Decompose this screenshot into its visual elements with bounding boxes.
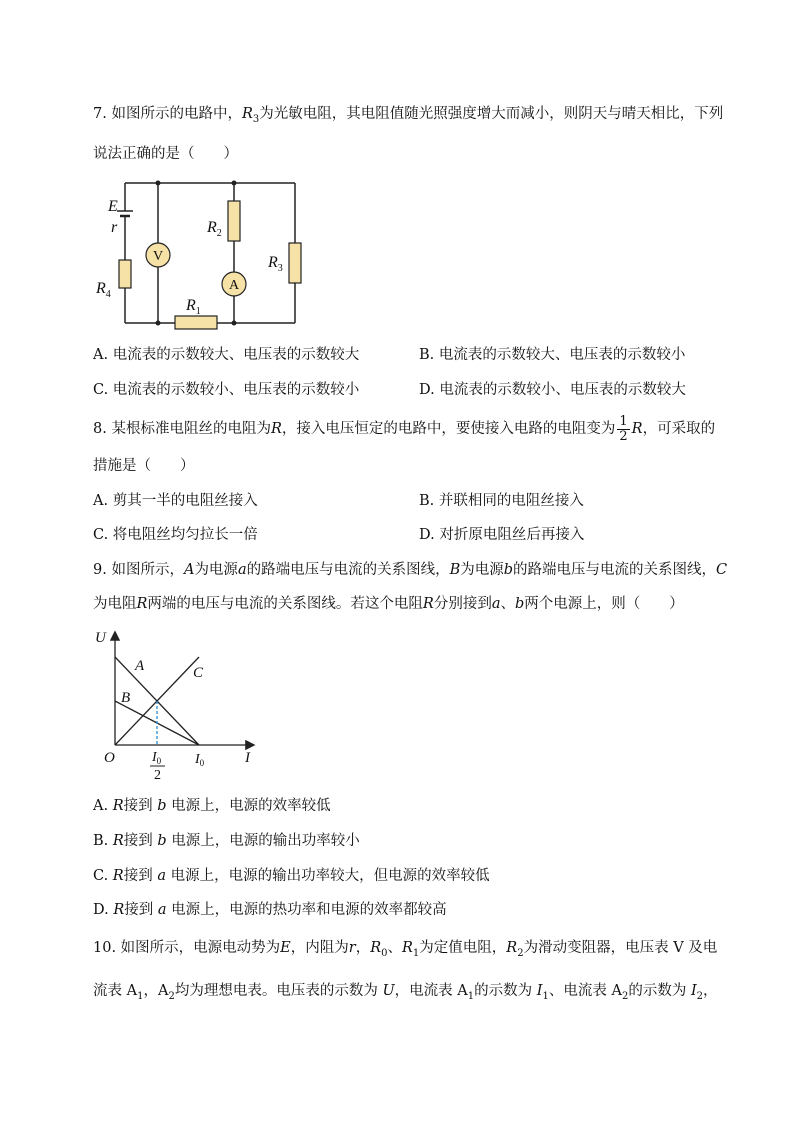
line-a-label: A <box>135 658 145 674</box>
q10-i2: I <box>690 983 697 999</box>
r2-resistor <box>228 201 240 241</box>
q10-l2f: 、电流表 A <box>548 983 622 999</box>
q7-stem-b: 为光敏电阻，其电阻值随光照强度增大而减小，则阴天与晴天相比，下列 <box>259 106 724 122</box>
q9-b-src: b <box>503 562 514 578</box>
internal-r-label: r <box>111 219 118 236</box>
q10-l1d: 、 <box>387 940 402 956</box>
q9-opt-a-c: 电源上，电源的效率较低 <box>171 798 331 814</box>
i-label: I <box>245 750 250 766</box>
q7-r3-var: R <box>241 106 253 122</box>
q9-option-a[interactable] <box>93 797 331 815</box>
q9-number: 9. <box>93 562 107 578</box>
q9-s1e: 的路端电压与电流的关系图线， <box>513 562 717 578</box>
u-label: U <box>95 630 106 646</box>
q9-opt-b-b: 接到 <box>123 833 153 849</box>
q8-r-var-2: R <box>631 421 643 437</box>
q9-opt-d-src: a <box>157 902 167 918</box>
q9-s2d: 两个电源上，则（ ） <box>524 596 684 612</box>
q7-option-a[interactable]: A. 电流表的示数较大、电压表的示数较大 <box>93 347 360 363</box>
q7-circuit-diagram <box>95 175 305 335</box>
q9-s2a: 为电阻 <box>93 596 137 612</box>
q10-l2e: 的示数为 <box>474 983 533 999</box>
q10-r2-sub: 2 <box>517 947 524 959</box>
q10-number: 10. <box>93 940 117 956</box>
q8-option-a[interactable]: A. 剪其一半的电阻丝接入 <box>93 493 258 509</box>
q9-opt-d-c: 电源上，电源的热功率和电源的效率都较高 <box>171 902 447 918</box>
q9-stem-line2 <box>93 595 684 613</box>
q9-opt-a-r: R <box>112 798 124 814</box>
q9-opt-a-letter: A. <box>93 798 109 814</box>
q9-a-src: a <box>237 562 247 578</box>
q9-r-var: R <box>136 596 148 612</box>
q7-stem-line2: 说法正确的是（ ） <box>93 146 238 162</box>
q9-opt-c-r: R <box>112 868 124 884</box>
q9-sep: 、 <box>500 596 515 612</box>
q9-opt-b-letter: B. <box>93 833 109 849</box>
q9-a-var: A <box>183 562 195 578</box>
q10-u: U <box>382 983 395 999</box>
q9-option-d[interactable] <box>93 901 447 919</box>
q9-s2b: 两端的电压与电流的关系图线。若这个电阻 <box>147 596 423 612</box>
q10-l1e: 为定值电阻， <box>419 940 507 956</box>
q10-l2d: ，电流表 A <box>394 983 468 999</box>
q10-l1c: ， <box>355 940 371 956</box>
q10-a1-sub: 1 <box>137 990 144 1002</box>
q10-r2: R <box>506 940 518 956</box>
q9-opt-a-src: b <box>157 798 167 814</box>
q9-opt-b-src: b <box>157 833 167 849</box>
r4-resistor <box>119 260 131 288</box>
q8-number: 8. <box>93 421 107 437</box>
q8-option-c[interactable]: C. 将电阻丝均匀拉长一倍 <box>93 527 258 543</box>
q9-s1c: 的路端电压与电流的关系图线， <box>246 562 450 578</box>
q9-s1b: 为电源 <box>194 562 238 578</box>
q10-stem-line2 <box>93 982 718 1006</box>
q9-option-b[interactable] <box>93 832 360 850</box>
q8-stem-line2: 措施是（ ） <box>93 458 195 474</box>
q10-r1-sub: 1 <box>412 947 420 959</box>
q10-l2c: 均为理想电表。电压表的示数为 <box>174 983 378 999</box>
q9-c-var: C <box>716 562 728 578</box>
q10-l1f: 为滑动变阻器，电压表 V 及电 <box>523 940 718 956</box>
q10-i2-sub: 2 <box>696 990 704 1002</box>
junction-dot <box>156 321 161 326</box>
q9-opt-d-r: R <box>113 902 125 918</box>
q9-b-var: B <box>449 562 461 578</box>
q10-r1: R <box>402 940 413 956</box>
ammeter-label: A <box>228 278 240 293</box>
r2-label: $R_2$ <box>207 219 222 239</box>
voltmeter-label: V <box>152 249 164 264</box>
q9-s2c: 分别接到 <box>433 596 492 612</box>
q8-option-d[interactable]: D. 对折原电阻丝后再接入 <box>419 527 585 543</box>
q10-l2g: 的示数为 <box>628 983 687 999</box>
junction-dot <box>232 181 237 186</box>
q9-stem-line1 <box>93 561 727 579</box>
origin-label: O <box>104 750 115 766</box>
half-i0-num: $I_0$ <box>152 750 162 766</box>
q10-r0: R <box>370 940 382 956</box>
q8-r-var: R <box>270 421 282 437</box>
junction-dot <box>232 321 237 326</box>
q7-stem-a: 如图所示的电路中， <box>111 106 242 122</box>
q9-ui-graph <box>95 625 265 785</box>
q9-r-var-2: R <box>422 596 434 612</box>
q9-opt-a-b: 接到 <box>123 798 153 814</box>
r3-resistor <box>289 243 301 283</box>
q9-option-c[interactable] <box>93 867 490 885</box>
q10-a2-sub-2: 2 <box>621 990 629 1002</box>
line-c-label: C <box>193 665 204 681</box>
r1-resistor <box>175 316 217 329</box>
q10-l2a: 流表 A <box>93 983 138 999</box>
r1-label: $R_1$ <box>186 297 201 317</box>
q10-l1b: ，内阻为 <box>290 940 349 956</box>
junction-dot <box>156 181 161 186</box>
q10-i1: I <box>536 983 543 999</box>
q7-option-c[interactable]: C. 电流表的示数较小、电压表的示数较小 <box>93 382 360 398</box>
r3-label: $R_3$ <box>268 254 283 274</box>
line-b-label: B <box>121 690 131 706</box>
q10-stem-line1 <box>93 939 717 963</box>
q7-number: 7. <box>93 106 107 122</box>
q8-stem-b: ，接入电压恒定的电路中，要使接入电路的电阻变为 <box>281 421 616 437</box>
q9-b2: b <box>515 596 525 612</box>
q8-stem-a: 某根标准电阻丝的电阻为 <box>111 421 271 437</box>
q9-opt-b-c: 电源上，电源的输出功率较小 <box>171 833 360 849</box>
q7-stem-line1 <box>93 105 723 129</box>
q8-frac-den: 2 <box>619 428 628 444</box>
half-i0-den: 2 <box>154 768 161 783</box>
r4-label: $R_4$ <box>96 280 111 300</box>
q9-opt-c-src: a <box>157 868 166 884</box>
emf-label: E <box>108 198 118 215</box>
q9-opt-c-c: 电源上，电源的输出功率较大，但电源的效率较低 <box>170 868 490 884</box>
q9-opt-d-letter: D. <box>93 902 109 918</box>
q8-frac-num: 1 <box>619 413 628 429</box>
q8-stem-line1 <box>93 410 715 448</box>
q9-s1d: 为电源 <box>460 562 504 578</box>
q9-s1a: 如图所示， <box>111 562 184 578</box>
q10-e: E <box>280 940 291 956</box>
q9-opt-c-b: 接到 <box>123 868 153 884</box>
q10-l2h: ， <box>703 983 718 999</box>
q9-opt-d-b: 接到 <box>124 902 154 918</box>
q8-stem-c: ，可采取的 <box>642 421 716 437</box>
q10-i1-sub: 1 <box>542 990 549 1002</box>
q8-option-b[interactable]: B. 并联相同的电阻丝接入 <box>419 493 584 509</box>
q7-option-b[interactable]: B. 电流表的示数较大、电压表的示数较小 <box>419 347 686 363</box>
q10-a2-sub: 2 <box>168 990 175 1002</box>
q7-option-d[interactable]: D. 电流表的示数较小、电压表的示数较大 <box>419 382 686 398</box>
q9-opt-b-r: R <box>112 833 124 849</box>
q10-r0-sub: 0 <box>381 947 388 959</box>
q10-l2b: ，A <box>143 983 169 999</box>
q9-a2: a <box>491 596 501 612</box>
q8-fraction <box>617 415 629 444</box>
i0-label: $I_0$ <box>195 752 205 768</box>
q9-opt-c-letter: C. <box>93 868 109 884</box>
q7-r3-sub: 3 <box>252 113 260 125</box>
q10-r: r <box>348 940 356 956</box>
q10-l1a: 如图所示，电源电动势为 <box>120 940 281 956</box>
q10-a1-sub-2: 1 <box>467 990 475 1002</box>
